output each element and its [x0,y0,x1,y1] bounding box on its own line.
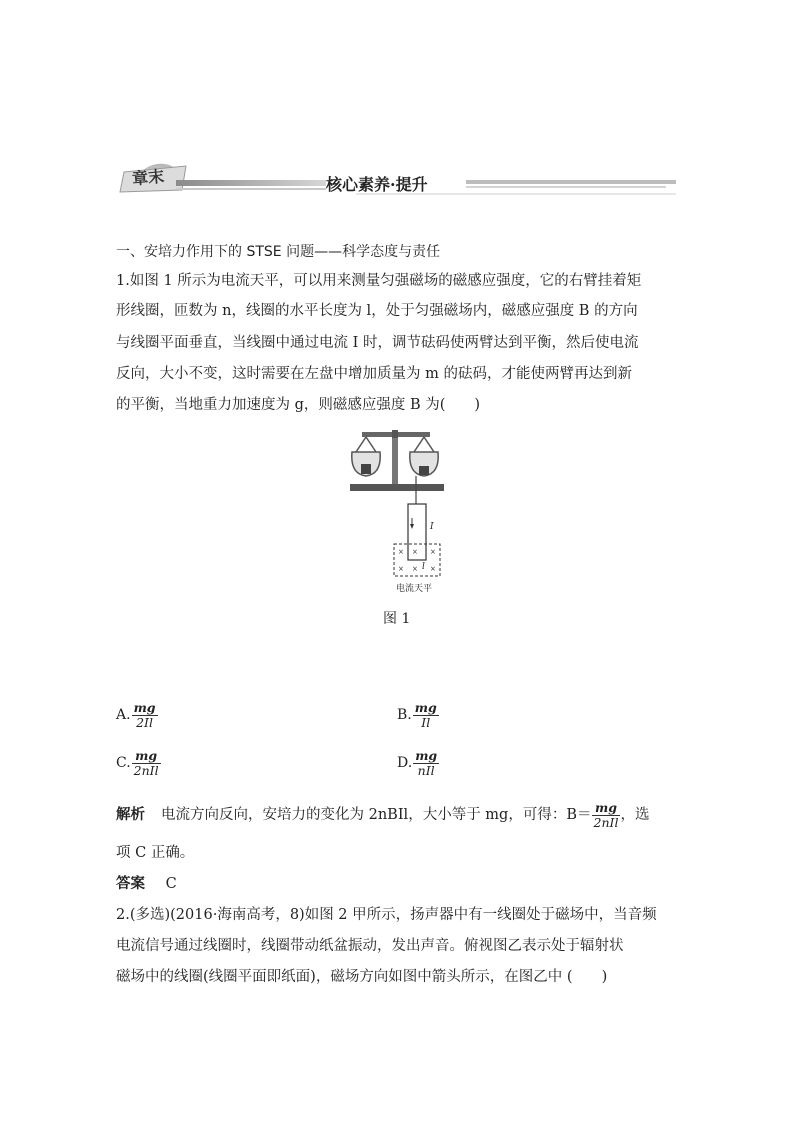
answer-line [116,874,177,894]
option-b-numerator: mg [414,699,437,715]
option-a-letter: A. [116,707,131,723]
figure-current-label: I [430,522,434,532]
figure-current-balance [340,430,470,600]
chapter-header [116,148,676,198]
q1-line-1: 1.如图 1 所示为电流天平，可以用来测量匀强磁场的磁感应强度，它的右臂挂着矩 [116,273,642,289]
option-d-numerator: mg [415,747,438,763]
option-b-fraction [413,701,439,730]
analysis-label: 解析 [116,806,145,823]
option-c-denominator: 2nIl [133,762,159,778]
answer-value: C [165,876,177,892]
q2-line-1: 2.(多选)(2016·海南高考，8)如图 2 甲所示，扬声器中有一线圈处于磁场中，当音频 [116,907,657,923]
option-a-numerator: mg [133,699,156,715]
option-b-letter: B. [397,707,412,723]
option-c-letter: C. [116,755,131,771]
q1-line-3: 与线圈平面垂直，当线圈中通过电流 I 时，调节砝码使两臂达到平衡，然后使电流 [116,335,639,351]
analysis-line-1 [116,797,649,833]
analysis-text-tail: ，选 [620,807,650,823]
q2-line-3: 磁场中的线圈(线圈平面即纸面)，磁场方向如图中箭头所示，在图乙中 ( ) [116,969,608,985]
option-c-numerator: mg [132,749,161,764]
option-d-letter: D. [397,755,413,771]
option-b-denominator: Il [421,714,431,730]
option-b[interactable] [397,697,439,733]
svg-text:×: × [430,565,436,573]
figure-length-label: l [422,562,425,572]
figure-caption: 图 1 [383,611,411,627]
analysis-denominator: 2nIl [593,814,619,830]
svg-text:×: × [398,548,404,556]
q1-line-4: 反向，大小不变，这时需要在左盘中增加质量为 m 的砝码，才能使两臂再达到新 [116,366,632,382]
option-d-denominator: nIl [417,762,435,778]
analysis-numerator: mg [592,801,621,816]
option-a[interactable] [116,697,158,733]
svg-text:×: × [430,548,436,556]
q1-line-2: 形线圈，匝数为 n，线圈的水平长度为 l，处于匀强磁场内，磁感应强度 B 的方向 [116,303,638,319]
svg-text:×: × [398,565,404,573]
page-title: 核心素养·提升 [326,175,428,194]
svg-text:×: × [412,548,418,556]
option-a-denominator: 2Il [136,714,153,730]
option-c-fraction [132,749,161,778]
q2-line-2: 电流信号通过线圈时，线圈带动纸盆振动，发出声音。俯视图乙表示处于辐射状 [116,938,624,954]
answer-label: 答案 [116,875,145,892]
option-c[interactable] [116,745,161,781]
analysis-fraction [592,801,621,830]
analysis-line-2: 项 C 正确。 [116,845,195,861]
balance-drawing [340,430,470,600]
q1-line-5: 的平衡，当地重力加速度为 g，则磁感应强度 B 为( ) [116,397,481,413]
option-d-fraction [413,749,439,778]
figure-inner-label: 电流天平 [396,584,433,594]
section-heading: 一、安培力作用下的 STSE 问题——科学态度与责任 [116,244,441,260]
svg-text:×: × [412,565,418,573]
chapter-tag: 章末 [131,166,165,189]
option-d[interactable] [397,745,439,781]
option-a-fraction [132,701,158,730]
analysis-text: 电流方向反向，安培力的变化为 2nBIl，大小等于 mg，可得：B＝ [161,807,592,823]
